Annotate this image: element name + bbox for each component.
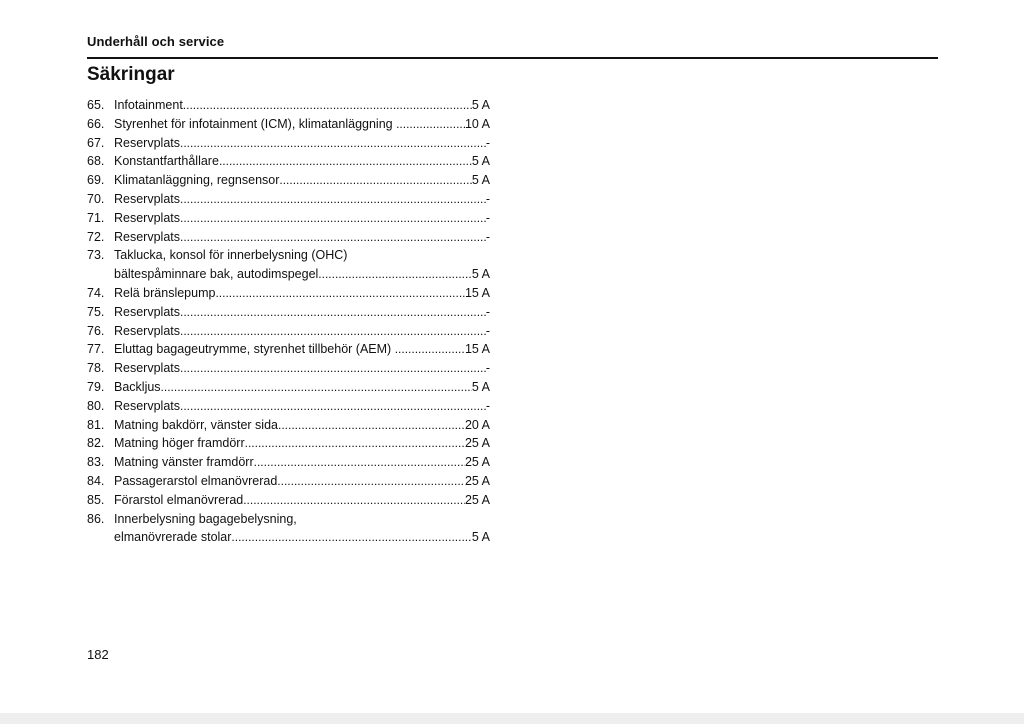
fuse-entry [87, 228, 490, 247]
fuse-label: Eluttag bagageutrymme, styrenhet tillbehör (AEM) [114, 342, 395, 357]
fuse-amperage: 15 A [464, 285, 490, 300]
fuse-description [114, 472, 490, 491]
dot-leader [180, 228, 486, 247]
fuse-entry [87, 134, 490, 153]
fuse-row [114, 397, 490, 416]
fuse-number: 69. [87, 173, 105, 188]
fuse-amperage: - [485, 191, 490, 206]
fuse-amperage: 5 A [471, 154, 490, 169]
fuse-entry [87, 209, 490, 228]
fuse-number: 84. [87, 473, 105, 488]
fuse-label: Reservplats [114, 210, 180, 225]
fuse-row [114, 416, 490, 435]
fuse-entry [87, 303, 490, 322]
fuse-description [114, 228, 490, 247]
fuse-row [114, 491, 490, 510]
fuse-amperage: - [485, 398, 490, 413]
fuse-number: 81. [87, 417, 105, 432]
fuse-row [114, 209, 490, 228]
fuse-description [114, 491, 490, 510]
fuse-list [87, 96, 490, 547]
fuse-amperage: 25 A [464, 455, 490, 470]
fuse-description-line: Taklucka, konsol för innerbelysning (OHC) [114, 248, 348, 263]
fuse-amperage: 5 A [471, 173, 490, 188]
fuse-entry [87, 115, 490, 134]
fuse-description [114, 510, 490, 548]
dot-leader [278, 416, 465, 435]
fuse-entry [87, 434, 490, 453]
fuse-amperage: 5 A [471, 98, 490, 112]
dot-leader [180, 209, 486, 228]
dot-leader [279, 171, 472, 190]
fuse-label: Konstantfarthållare [114, 154, 219, 169]
fuse-label: Relä bränslepump [114, 285, 216, 300]
fuse-row [114, 322, 490, 341]
fuse-number: 80. [87, 398, 105, 413]
fuse-number: 78. [87, 361, 105, 376]
fuse-entry [87, 397, 490, 416]
fuse-entry [87, 246, 490, 284]
fuse-label: Reservplats [114, 361, 180, 376]
fuse-description [114, 378, 490, 397]
fuse-row [114, 190, 490, 209]
dot-leader [219, 152, 472, 171]
fuse-row [114, 265, 490, 284]
page-title: Säkringar [87, 64, 175, 85]
fuse-amperage: 5 A [471, 530, 490, 545]
fuse-description [114, 190, 490, 209]
fuse-label: Backljus [114, 379, 161, 394]
fuse-amperage: - [485, 210, 490, 225]
fuse-amperage: - [485, 361, 490, 376]
fuse-row [114, 96, 490, 115]
fuse-row [114, 472, 490, 491]
fuse-entry [87, 152, 490, 171]
fuse-amperage: - [485, 135, 490, 150]
fuse-description [114, 434, 490, 453]
fuse-amperage: 5 A [471, 379, 490, 394]
fuse-entry [87, 416, 490, 435]
fuse-row [114, 303, 490, 322]
dot-leader [180, 322, 486, 341]
fuse-label: Styrenhet för infotainment (ICM), klimatanläggning [114, 116, 397, 131]
fuse-label: Infotainment [114, 98, 183, 112]
dot-leader [318, 265, 472, 284]
dot-leader [180, 397, 486, 416]
fuse-description [114, 416, 490, 435]
dot-leader [231, 528, 472, 547]
fuse-row [114, 378, 490, 397]
fuse-description-line: Innerbelysning bagagebelysning, [114, 511, 297, 526]
fuse-label: Reservplats [114, 398, 180, 413]
fuse-row [114, 115, 490, 134]
fuse-number: 65. [87, 98, 105, 112]
fuse-amperage: 10 A [464, 116, 490, 131]
fuse-entry [87, 378, 490, 397]
fuse-number: 79. [87, 379, 105, 394]
fuse-row [114, 152, 490, 171]
fuse-description [114, 96, 490, 115]
fuse-entry [87, 510, 490, 548]
fuse-description [114, 359, 490, 378]
fuse-description [114, 284, 490, 303]
fuse-entry [87, 284, 490, 303]
fuse-row [114, 453, 490, 472]
fuse-number: 71. [87, 210, 105, 225]
fuse-entry [87, 322, 490, 341]
fuse-number: 67. [87, 135, 105, 150]
fuse-entry [87, 171, 490, 190]
fuse-number: 72. [87, 229, 105, 244]
fuse-description [114, 209, 490, 228]
fuse-description [114, 397, 490, 416]
fuse-number: 73. [87, 248, 105, 263]
fuse-description [114, 152, 490, 171]
fuse-description [114, 171, 490, 190]
fuse-number: 68. [87, 154, 105, 169]
dot-leader [395, 340, 465, 359]
fuse-amperage: - [485, 229, 490, 244]
fuse-description [114, 340, 490, 359]
fuse-amperage: - [485, 304, 490, 319]
fuse-description [114, 115, 490, 134]
fuse-entry [87, 359, 490, 378]
fuse-label: Reservplats [114, 191, 180, 206]
fuse-description [114, 246, 490, 284]
fuse-label: Reservplats [114, 135, 180, 150]
fuse-entry [87, 472, 490, 491]
fuse-label: Reservplats [114, 229, 180, 244]
fuse-description [114, 303, 490, 322]
fuse-amperage: 25 A [464, 492, 490, 507]
fuse-entry [87, 340, 490, 359]
fuse-label: Passagerarstol elmanövrerad [114, 473, 278, 488]
fuse-number: 66. [87, 116, 105, 131]
fuse-entry [87, 453, 490, 472]
dot-leader [243, 491, 465, 510]
dot-leader [180, 359, 486, 378]
fuse-row [114, 359, 490, 378]
fuse-amperage: 15 A [464, 342, 490, 357]
fuse-row [114, 528, 490, 547]
dot-leader [161, 378, 472, 397]
fuse-label: elmanövrerade stolar [114, 530, 232, 545]
fuse-number: 76. [87, 323, 105, 338]
fuse-row [114, 340, 490, 359]
fuse-number: 83. [87, 455, 105, 470]
fuse-amperage: - [485, 323, 490, 338]
fuse-row [114, 284, 490, 303]
fuse-entry [87, 491, 490, 510]
dot-leader [183, 96, 472, 115]
fuse-label: Matning bakdörr, vänster sida [114, 417, 278, 432]
fuse-row [114, 434, 490, 453]
fuse-number: 86. [87, 511, 105, 526]
fuse-label: Reservplats [114, 304, 180, 319]
section-header: Underhåll och service [87, 34, 225, 49]
fuse-entry [87, 190, 490, 209]
fuse-label: bältespåminnare bak, autodimspegel [114, 267, 319, 282]
fuse-row [114, 134, 490, 153]
dot-leader [180, 190, 486, 209]
header-rule [87, 57, 938, 59]
dot-leader [254, 453, 465, 472]
fuse-label: Reservplats [114, 323, 180, 338]
fuse-number: 75. [87, 304, 105, 319]
fuse-description [114, 453, 490, 472]
dot-leader [180, 134, 486, 153]
dot-leader [215, 284, 465, 303]
fuse-number: 82. [87, 436, 105, 451]
fuse-label: Matning vänster framdörr [114, 455, 254, 470]
fuse-label: Förarstol elmanövrerad [114, 492, 244, 507]
fuse-row [114, 171, 490, 190]
fuse-label: Klimatanläggning, regnsensor [114, 173, 280, 188]
fuse-number: 70. [87, 191, 105, 206]
page-number: 182 [87, 647, 109, 662]
fuse-number: 85. [87, 492, 105, 507]
dot-leader [180, 303, 486, 322]
fuse-description [114, 134, 490, 153]
fuse-number: 77. [87, 342, 105, 357]
fuse-number: 74. [87, 285, 105, 300]
dot-leader [277, 472, 465, 491]
fuse-amperage: 5 A [471, 267, 490, 282]
fuse-label: Matning höger framdörr [114, 436, 245, 451]
fuse-amperage: 25 A [464, 473, 490, 488]
fuse-amperage: 25 A [464, 436, 490, 451]
footer-bar [0, 713, 1024, 724]
fuse-row [114, 228, 490, 247]
dot-leader [396, 115, 465, 134]
fuse-entry [87, 96, 490, 115]
dot-leader [245, 434, 465, 453]
fuse-amperage: 20 A [464, 417, 490, 432]
fuse-description [114, 322, 490, 341]
